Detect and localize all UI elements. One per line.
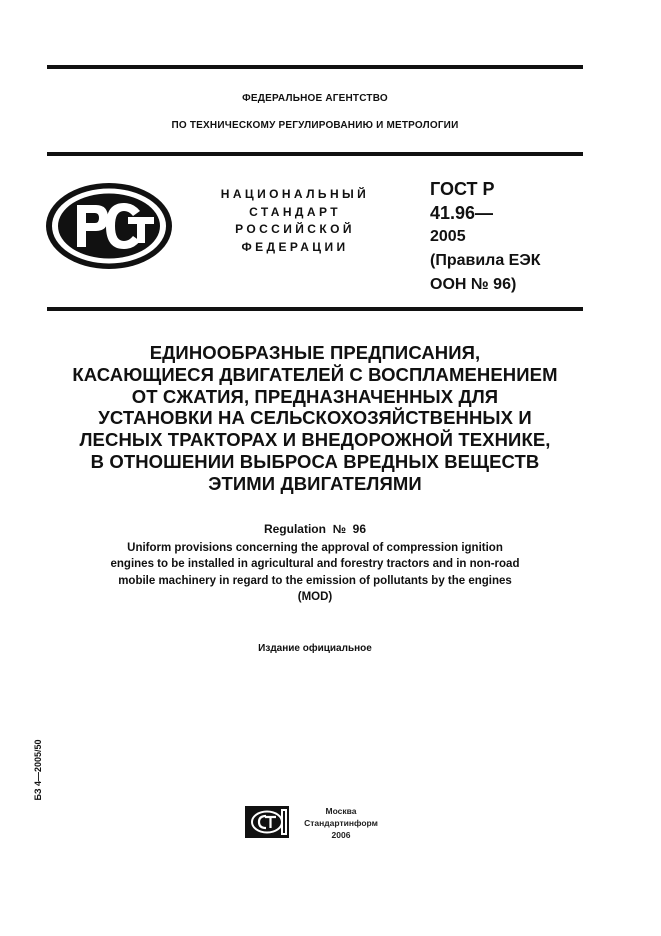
national-line: СТАНДАРТ <box>249 204 341 219</box>
title-line: ОТ СЖАТИЯ, ПРЕДНАЗНАЧЕННЫХ ДЛЯ <box>131 385 499 407</box>
national-line: НАЦИОНАЛЬНЫЙ <box>220 187 370 201</box>
gost-line: ООН № 96) <box>430 276 517 293</box>
document-title-english <box>47 540 583 606</box>
standard-block-bottom-rule <box>47 307 583 311</box>
edition-label: Издание официальное <box>258 643 372 654</box>
publisher-info <box>296 805 386 841</box>
header-bottom-rule <box>47 152 583 156</box>
agency-name-line-2: ПО ТЕХНИЧЕСКОМУ РЕГУЛИРОВАНИЮ И МЕТРОЛОГИИ <box>171 120 459 131</box>
publisher-name: Стандартинформ <box>304 818 378 828</box>
gost-designation <box>430 177 590 297</box>
top-rule <box>47 65 583 69</box>
side-catalog-code: БЗ 4—2005/50 <box>33 739 43 801</box>
gost-r-certification-logo-icon <box>44 181 174 271</box>
document-title-russian <box>47 342 583 495</box>
english-title-line: engines to be installed in agricultural and forestry tractors and in non-road <box>110 558 520 571</box>
national-line: РОССИЙСКОЙ <box>235 222 355 236</box>
gost-line: ГОСТ Р <box>430 179 495 199</box>
national-line: ФЕДЕРАЦИИ <box>241 239 349 254</box>
regulation-number: Regulation № 96 <box>263 522 367 536</box>
english-title-line: mobile machinery in regard to the emission of pollutants by the engines <box>118 574 512 587</box>
title-line: ЭТИМИ ДВИГАТЕЛЯМИ <box>208 472 422 494</box>
gost-line: 2005 <box>430 228 466 245</box>
english-title-line: (MOD) <box>297 591 333 604</box>
agency-name-line-1: ФЕДЕРАЛЬНОЕ АГЕНТСТВО <box>242 93 388 104</box>
english-title-line: Uniform provisions concerning the approval of compression ignition <box>127 542 503 554</box>
title-line: УСТАНОВКИ НА СЕЛЬСКОХОЗЯЙСТВЕННЫХ И <box>98 407 532 429</box>
national-standard-label <box>200 186 390 256</box>
publisher-city: Москва <box>325 806 357 816</box>
title-line: ЕДИНООБРАЗНЫЕ ПРЕДПИСАНИЯ, <box>149 342 481 363</box>
standartinform-logo-icon <box>245 806 289 838</box>
gost-line: (Правила ЕЭК <box>430 252 541 269</box>
publisher-year: 2006 <box>331 830 351 840</box>
title-line: КАСАЮЩИЕСЯ ДВИГАТЕЛЕЙ С ВОСПЛАМЕНЕНИЕМ <box>72 363 558 385</box>
title-line: ЛЕСНЫХ ТРАКТОРАХ И ВНЕДОРОЖНОЙ ТЕХНИКЕ, <box>79 429 551 451</box>
title-line: В ОТНОШЕНИИ ВЫБРОСА ВРЕДНЫХ ВЕЩЕСТВ <box>90 450 540 472</box>
gost-line: 41.96— <box>430 203 494 223</box>
